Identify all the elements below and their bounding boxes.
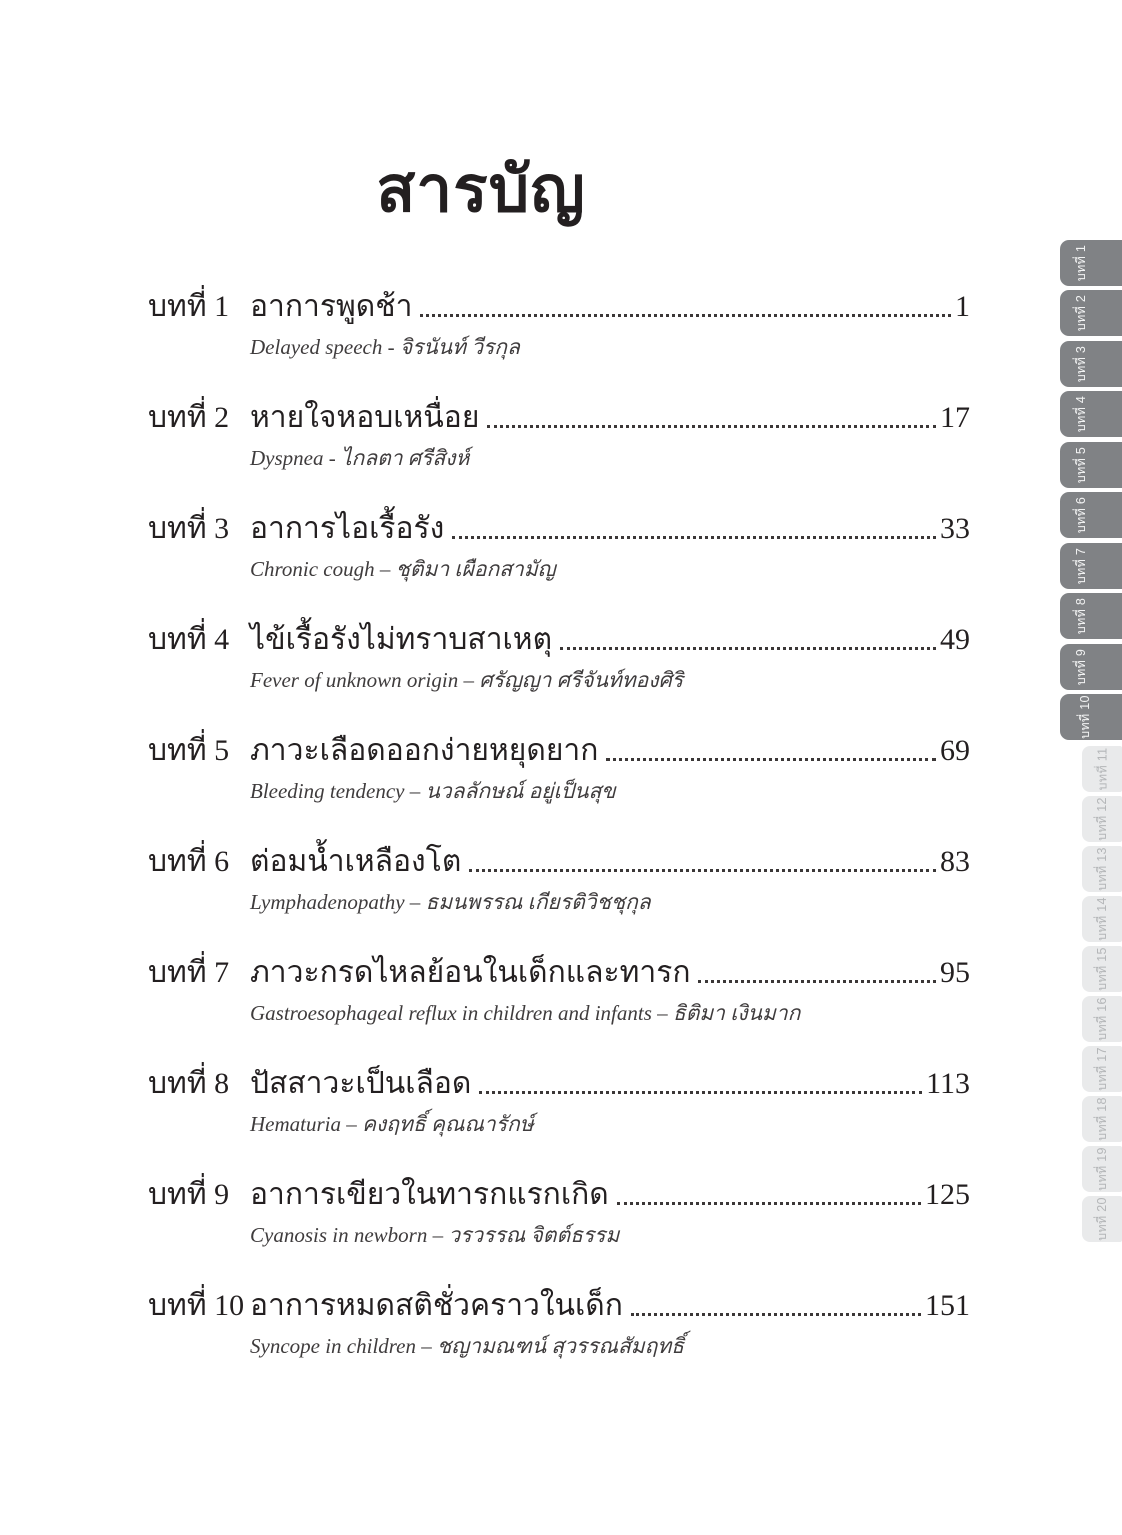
chapter-label: บทที่ 1 — [148, 290, 230, 323]
toc-entry — [148, 1176, 970, 1287]
chapter-tab-label: บทที่ 12 — [1095, 797, 1109, 841]
toc-list — [148, 288, 970, 1398]
dot-leader — [487, 425, 936, 428]
toc-entry — [148, 1065, 970, 1176]
page-number: 49 — [940, 623, 970, 656]
toc-entry — [148, 732, 970, 843]
chapter-tab-17 — [1082, 1046, 1122, 1092]
chapter-subtitle: Delayed speech - จิรนันท์ วีรกุล — [250, 335, 520, 359]
chapter-tab-label: บทที่ 18 — [1095, 1097, 1109, 1141]
chapter-title: หายใจหอบเหนื่อย — [250, 401, 480, 434]
dot-leader — [469, 869, 936, 872]
toc-entry-row — [148, 954, 970, 992]
page-number: 17 — [940, 401, 970, 434]
chapter-title: ภาวะกรดไหลย้อนในเด็กและทารก — [250, 956, 691, 989]
chapter-tab-label: บทที่ 16 — [1095, 997, 1109, 1041]
chapter-tab-label: บทที่ 5 — [1074, 446, 1089, 484]
chapter-label: บทที่ 6 — [148, 845, 230, 878]
page-number: 33 — [940, 512, 970, 545]
toc-entry — [148, 399, 970, 510]
chapter-tab-3 — [1060, 341, 1122, 387]
chapter-tab-label: บทที่ 15 — [1095, 947, 1109, 991]
chapter-tab-8 — [1060, 593, 1122, 639]
chapter-tab-19 — [1082, 1146, 1122, 1192]
chapter-title: ต่อมน้ำเหลืองโต — [250, 845, 462, 878]
page-number: 95 — [940, 956, 970, 989]
chapter-label: บทที่ 5 — [148, 734, 230, 767]
toc-entry-row — [148, 732, 970, 770]
chapter-tab-label: บทที่ 20 — [1095, 1197, 1109, 1241]
toc-entry-row — [148, 1176, 970, 1214]
toc-entry — [148, 1287, 970, 1398]
chapter-title: อาการไอเรื้อรัง — [250, 512, 445, 545]
dot-leader — [560, 647, 936, 650]
chapter-tab-14 — [1082, 896, 1122, 942]
dot-leader — [420, 314, 951, 317]
chapter-label: บทที่ 3 — [148, 512, 230, 545]
dot-leader — [606, 758, 936, 761]
chapter-tab-label: บทที่ 9 — [1074, 648, 1089, 686]
chapter-tab-label: บทที่ 14 — [1095, 897, 1109, 941]
chapter-tab-label: บทที่ 3 — [1074, 345, 1089, 383]
toc-entry-row — [148, 510, 970, 548]
chapter-tab-12 — [1082, 796, 1122, 842]
toc-entry-row — [148, 1065, 970, 1103]
chapter-subtitle: Syncope in children – ชญามณฑน์ สุวรรณสัมฤทธิ์ — [250, 1334, 684, 1358]
chapter-subtitle: Bleeding tendency – นวลลักษณ์ อยู่เป็นสุข — [250, 779, 616, 803]
chapter-tab-9 — [1060, 644, 1122, 690]
chapter-subtitle: Hematuria – คงฤทธิ์ คุณณารักษ์ — [250, 1112, 534, 1136]
chapter-tab-18 — [1082, 1096, 1122, 1142]
chapter-tab-2 — [1060, 290, 1122, 336]
chapter-title: ภาวะเลือดออกง่ายหยุดยาก — [250, 734, 599, 767]
toc-entry — [148, 954, 970, 1065]
chapter-tab-label: บทที่ 17 — [1095, 1047, 1109, 1091]
chapter-tab-label: บทที่ 13 — [1095, 847, 1109, 891]
page-number: 83 — [940, 845, 970, 878]
page-title: สารบัญ — [376, 154, 586, 225]
chapter-tab-label: บทที่ 6 — [1074, 496, 1089, 534]
chapter-tab-6 — [1060, 492, 1122, 538]
page-number: 69 — [940, 734, 970, 767]
chapter-tab-10 — [1060, 694, 1122, 740]
toc-entry-row — [148, 1287, 970, 1325]
toc-entry — [148, 288, 970, 399]
toc-entry — [148, 621, 970, 732]
dot-leader — [698, 980, 936, 983]
chapter-subtitle: Gastroesophageal reflux in children and infants – ธิติมา เงินมาก — [250, 1001, 801, 1025]
chapter-title: อาการพูดช้า — [250, 290, 413, 323]
chapter-label: บทที่ 8 — [148, 1067, 230, 1100]
chapter-title: ไข้เรื้อรังไม่ทราบสาเหตุ — [250, 623, 553, 656]
chapter-tab-label: บทที่ 4 — [1074, 395, 1089, 433]
chapter-label: บทที่ 4 — [148, 623, 230, 656]
dot-leader — [631, 1313, 921, 1316]
page-number: 151 — [925, 1289, 970, 1322]
chapter-label: บทที่ 7 — [148, 956, 230, 989]
dot-leader — [617, 1202, 921, 1205]
chapter-label: บทที่ 10 — [148, 1289, 245, 1322]
toc-entry — [148, 843, 970, 954]
chapter-tab-16 — [1082, 996, 1122, 1042]
chapter-subtitle: Dyspnea - ไกลตา ศรีสิงห์ — [250, 446, 470, 470]
chapter-tab-13 — [1082, 846, 1122, 892]
chapter-tab-15 — [1082, 946, 1122, 992]
dot-leader — [479, 1091, 922, 1094]
chapter-subtitle: Cyanosis in newborn – วรวรรณ จิตต์ธรรม — [250, 1223, 620, 1247]
page-number: 113 — [926, 1067, 970, 1100]
chapter-tab-5 — [1060, 442, 1122, 488]
chapter-tab-11 — [1082, 746, 1122, 792]
chapter-tab-label: บทที่ 7 — [1074, 547, 1089, 585]
toc-entry-row — [148, 843, 970, 881]
chapter-label: บทที่ 2 — [148, 401, 230, 434]
chapter-tab-4 — [1060, 391, 1122, 437]
page-number: 1 — [955, 290, 970, 323]
chapter-tab-label: บทที่ 19 — [1095, 1147, 1109, 1191]
chapter-tab-label: บทที่ 10 — [1077, 695, 1092, 739]
chapter-subtitle: Fever of unknown origin – ศรัญญา ศรีจันท์ทองศิริ — [250, 668, 684, 692]
chapter-tab-label: บทที่ 2 — [1074, 294, 1089, 332]
chapter-tab-1 — [1060, 240, 1122, 286]
dot-leader — [452, 536, 936, 539]
chapter-tab-label: บทที่ 8 — [1074, 597, 1089, 635]
toc-entry-row — [148, 399, 970, 437]
toc-entry-row — [148, 621, 970, 659]
chapter-title: อาการเขียวในทารกแรกเกิด — [250, 1178, 609, 1211]
chapter-subtitle: Lymphadenopathy – ธมนพรรณ เกียรติวิชชุกุล — [250, 890, 651, 914]
chapter-title: อาการหมดสติชั่วคราวในเด็ก — [250, 1289, 623, 1322]
chapter-title: ปัสสาวะเป็นเลือด — [250, 1067, 472, 1100]
toc-entry-row — [148, 288, 970, 326]
chapter-tab-label: บทที่ 1 — [1074, 244, 1089, 282]
chapter-tab-7 — [1060, 543, 1122, 589]
chapter-label: บทที่ 9 — [148, 1178, 230, 1211]
page-number: 125 — [925, 1178, 970, 1211]
chapter-subtitle: Chronic cough – ชุติมา เผือกสามัญ — [250, 557, 556, 581]
toc-entry — [148, 510, 970, 621]
chapter-tab-label: บทที่ 11 — [1095, 747, 1110, 791]
chapter-tab-20 — [1082, 1196, 1122, 1242]
